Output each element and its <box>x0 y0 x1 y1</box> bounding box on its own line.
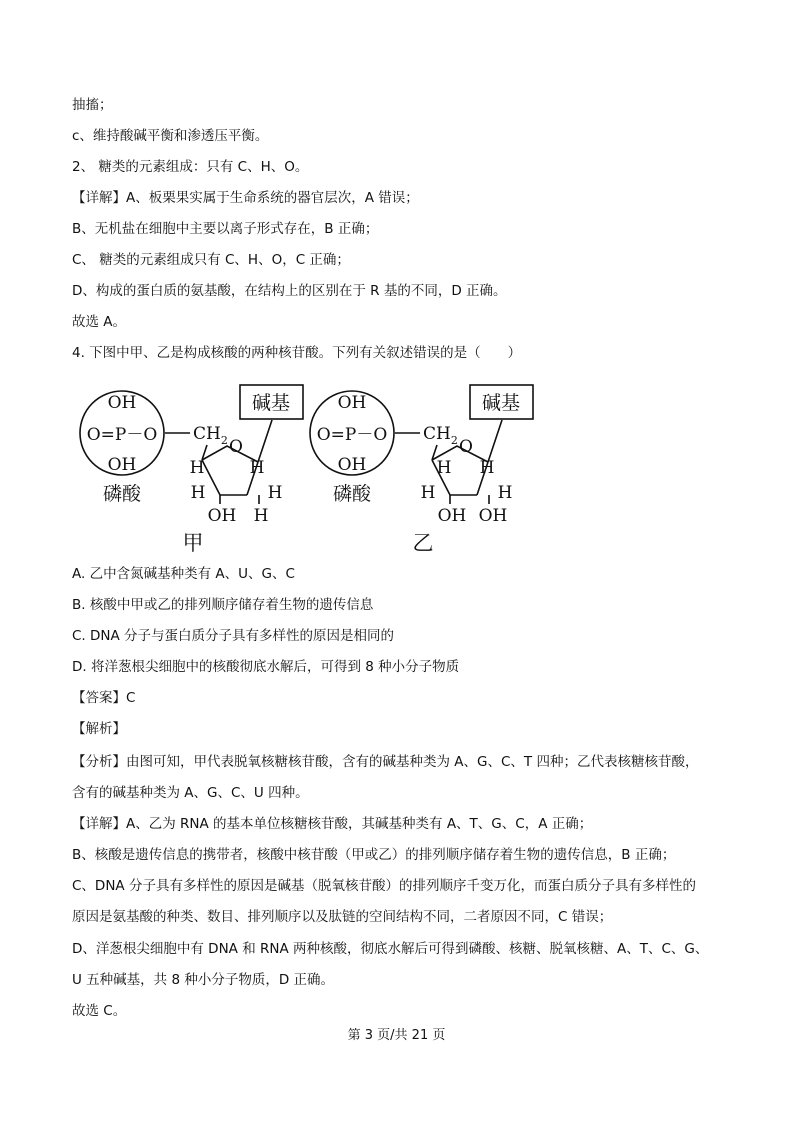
svg-text:碱基: 碱基 <box>251 392 291 414</box>
svg-text:H: H <box>497 483 513 503</box>
svg-text:H: H <box>249 458 265 478</box>
svg-text:H: H <box>189 458 205 478</box>
text-line: 故选 C。 <box>72 1003 127 1019</box>
text-line: D、构成的蛋白质的氨基酸，在结构上的区别在于 R 基的不同，D 正确。 <box>72 283 507 299</box>
text-line: 【详解】A、板栗果实属于生命系统的器官层次，A 错误； <box>72 190 419 206</box>
phosphate-label: 磷酸 <box>102 483 142 505</box>
text-line: 【分析】由图可知，甲代表脱氧核糖核苷酸，含有的碱基种类为 A、G、C、T 四种；乙代表核糖核苷酸， <box>72 754 699 770</box>
nucleotide-jia <box>80 385 303 555</box>
label-yi: 乙 <box>412 531 434 555</box>
svg-text:H: H <box>253 506 269 526</box>
svg-text:OH: OH <box>207 506 237 526</box>
text-line: C、DNA 分子具有多样性的原因是碱基（脱氧核苷酸）的排列顺序千变万化，而蛋白质分子具有多样性的 <box>72 878 696 894</box>
sugar-ch2: $CH_2$ <box>193 424 228 447</box>
svg-text:OH: OH <box>478 506 508 526</box>
phosphate-label: 磷酸 <box>332 483 372 505</box>
nucleotide-diagram <box>72 380 552 555</box>
text-line: B、核酸是遗传信息的携带者，核酸中核苷酸（甲或乙）的排列顺序储存着生物的遗传信息，B 正确； <box>72 847 676 863</box>
phosphate-oh-top: OH <box>107 393 137 413</box>
question-title: 4. 下图中甲、乙是构成核酸的两种核苷酸。下列有关叙述错误的是（ ） <box>72 345 522 361</box>
svg-text:碱基: 碱基 <box>481 392 521 414</box>
text-line: U 五种碱基，共 8 种小分子物质，D 正确。 <box>72 972 335 988</box>
page-footer: 第 3 页/共 21 页 <box>347 1028 446 1043</box>
phosphate-oh-bottom: OH <box>107 455 137 475</box>
svg-text:OH: OH <box>337 393 367 413</box>
text-line: 【详解】A、乙为 RNA 的基本单位核糖核苷酸，其碱基种类有 A、T、G、C，A 正确； <box>72 816 593 832</box>
nucleotide-yi <box>310 385 533 555</box>
svg-text:H: H <box>479 458 495 478</box>
svg-text:OH: OH <box>437 506 467 526</box>
svg-text:H: H <box>190 483 206 503</box>
option-a: A. 乙中含氮碱基种类有 A、U、G、C <box>72 566 295 582</box>
svg-text:H: H <box>436 458 452 478</box>
analysis-heading: 【解析】 <box>72 721 126 737</box>
phosphate-center: O=P－O <box>86 425 158 445</box>
option-c: C. DNA 分子与蛋白质分子具有多样性的原因是相同的 <box>72 628 395 644</box>
text-line: c、维持酸碱平衡和渗透压平衡。 <box>72 128 269 144</box>
text-line: 抽搐； <box>72 97 113 113</box>
text-line: 2、 糖类的元素组成：只有 C、H、O。 <box>72 159 309 175</box>
text-line: B、无机盐在细胞中主要以离子形式存在，B 正确； <box>72 221 379 237</box>
svg-text:O=P－O: O=P－O <box>316 425 388 445</box>
label-jia: 甲 <box>182 531 204 555</box>
svg-text:CH2: $CH_2$ <box>423 424 458 447</box>
ring-oxygen: O <box>229 437 243 457</box>
svg-text:H: H <box>420 483 436 503</box>
text-line: C、 糖类的元素组成只有 C、H、O，C 正确； <box>72 252 350 268</box>
text-line: 原因是氨基酸的种类、数目、排列顺序以及肽链的空间结构不同，二者原因不同，C 错误； <box>72 909 613 925</box>
answer-line: 【答案】C <box>72 690 136 706</box>
svg-text:H: H <box>267 483 283 503</box>
text-line: D、洋葱根尖细胞中有 DNA 和 RNA 两种核酸，彻底水解后可得到磷酸、核糖、脱氧核糖、A、T、C、G、 <box>72 941 709 957</box>
option-b: B. 核酸中甲或乙的排列顺序储存着生物的遗传信息 <box>72 597 374 613</box>
svg-text:O: O <box>459 437 473 457</box>
option-d: D. 将洋葱根尖细胞中的核酸彻底水解后，可得到 8 种小分子物质 <box>72 659 460 675</box>
text-line: 含有的碱基种类为 A、G、C、U 四种。 <box>72 785 309 801</box>
text-line: 故选 A。 <box>72 314 127 330</box>
svg-text:OH: OH <box>337 455 367 475</box>
